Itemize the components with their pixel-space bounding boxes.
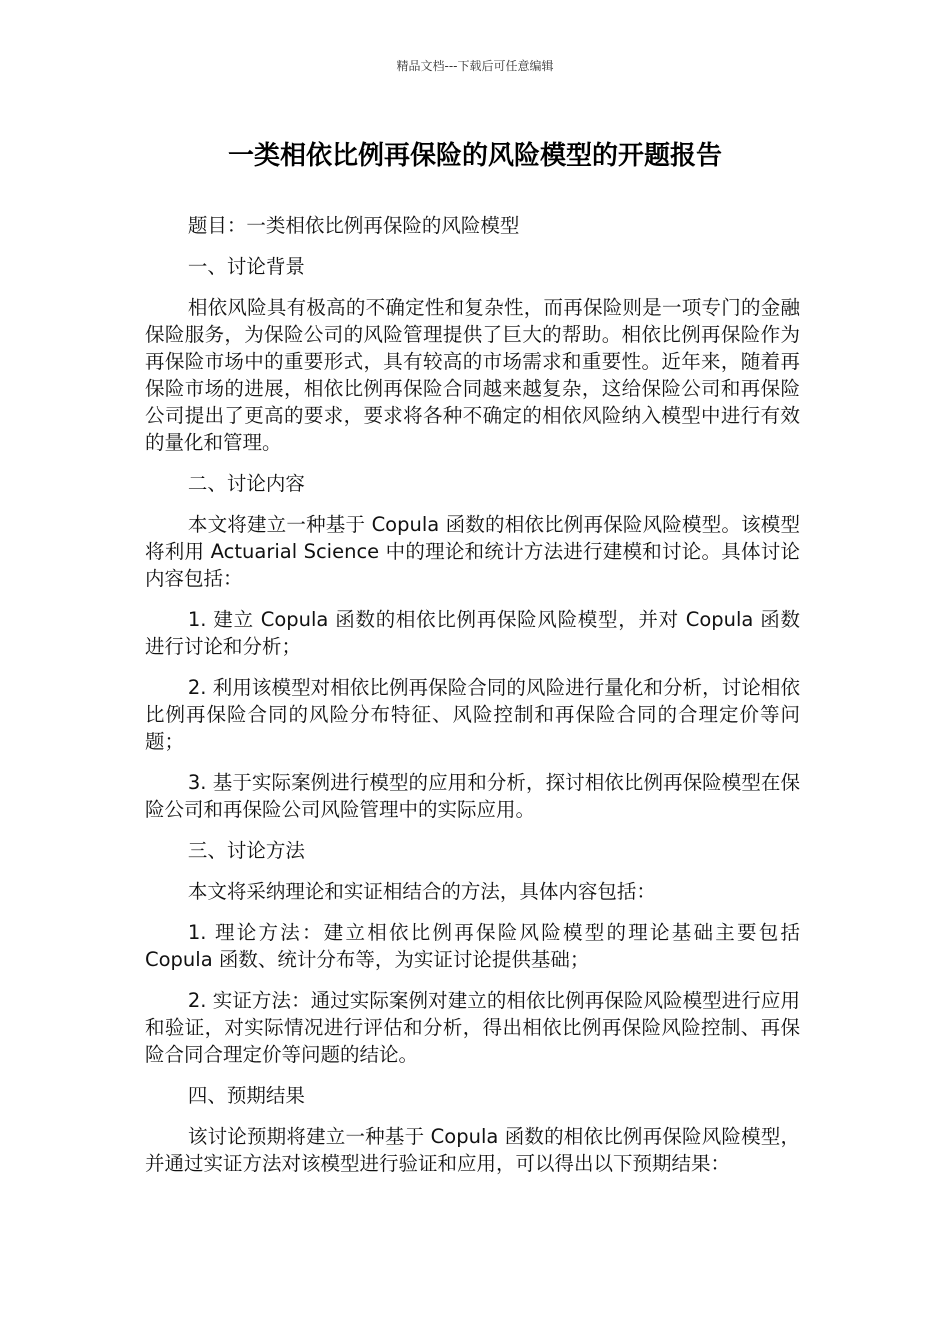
topic-line: 题目：一类相依比例再保险的风险模型 — [187, 214, 520, 237]
section-heading-expected-results: 四、预期结果 — [187, 1084, 305, 1107]
section-heading-method: 三、讨论方法 — [187, 839, 305, 862]
content-intro-paragraph: 本文将建立一种基于 Copula 函数的相依比例再保险风险模型。该模型将利用 Actuarial Science 中的理论和统计方法进行建模和讨论。具体讨论内容包括： — [145, 513, 800, 590]
page-header: 精品文档---下载后可任意编辑 — [396, 59, 554, 73]
content-item-2: 2. 利用该模型对相依比例再保险合同的风险进行量化和分析，讨论相依比例再保险合同的风险分布特征、风险控制和再保险合同的合理定价等问题； — [145, 676, 800, 753]
method-intro-paragraph: 本文将采纳理论和实证相结合的方法，具体内容包括： — [187, 880, 656, 903]
method-item-2: 2. 实证方法：通过实际案例对建立的相依比例再保险风险模型进行应用和验证，对实际情况进行评估和分析，得出相依比例再保险风险控制、再保险合同合理定价等问题的结论。 — [145, 989, 800, 1066]
section-heading-background: 一、讨论背景 — [187, 255, 305, 278]
section-heading-content: 二、讨论内容 — [187, 472, 305, 495]
method-item-1: 1. 理论方法：建立相依比例再保险风险模型的理论基础主要包括 Copula 函数、统计分布等，为实证讨论提供基础； — [145, 921, 800, 971]
document-title: 一类相依比例再保险的风险模型的开题报告 — [227, 141, 722, 171]
document-body — [145, 212, 800, 1191]
content-item-1: 1. 建立 Copula 函数的相依比例再保险风险模型，并对 Copula 函数进行讨论和分析； — [145, 608, 800, 658]
expected-results-paragraph: 该讨论预期将建立一种基于 Copula 函数的相依比例再保险风险模型，并通过实证方法对该模型进行验证和应用，可以得出以下预期结果： — [145, 1125, 800, 1175]
content-item-3: 3. 基于实际案例进行模型的应用和分析，探讨相依比例再保险模型在保险公司和再保险公司风险管理中的实际应用。 — [145, 771, 800, 821]
background-paragraph: 相依风险具有极高的不确定性和复杂性，而再保险则是一项专门的金融保险服务，为保险公司的风险管理提供了巨大的帮助。相依比例再保险作为再保险市场中的重要形式，具有较高的市场需求和重要性。近年来，随着再保险市场的进展，相依比例再保险合同越来越复杂，这给保险公司和再保险公司提出了更高的要求，要求将各种不确定的相依风险纳入模型中进行有效的量化和管理。 — [145, 296, 800, 454]
